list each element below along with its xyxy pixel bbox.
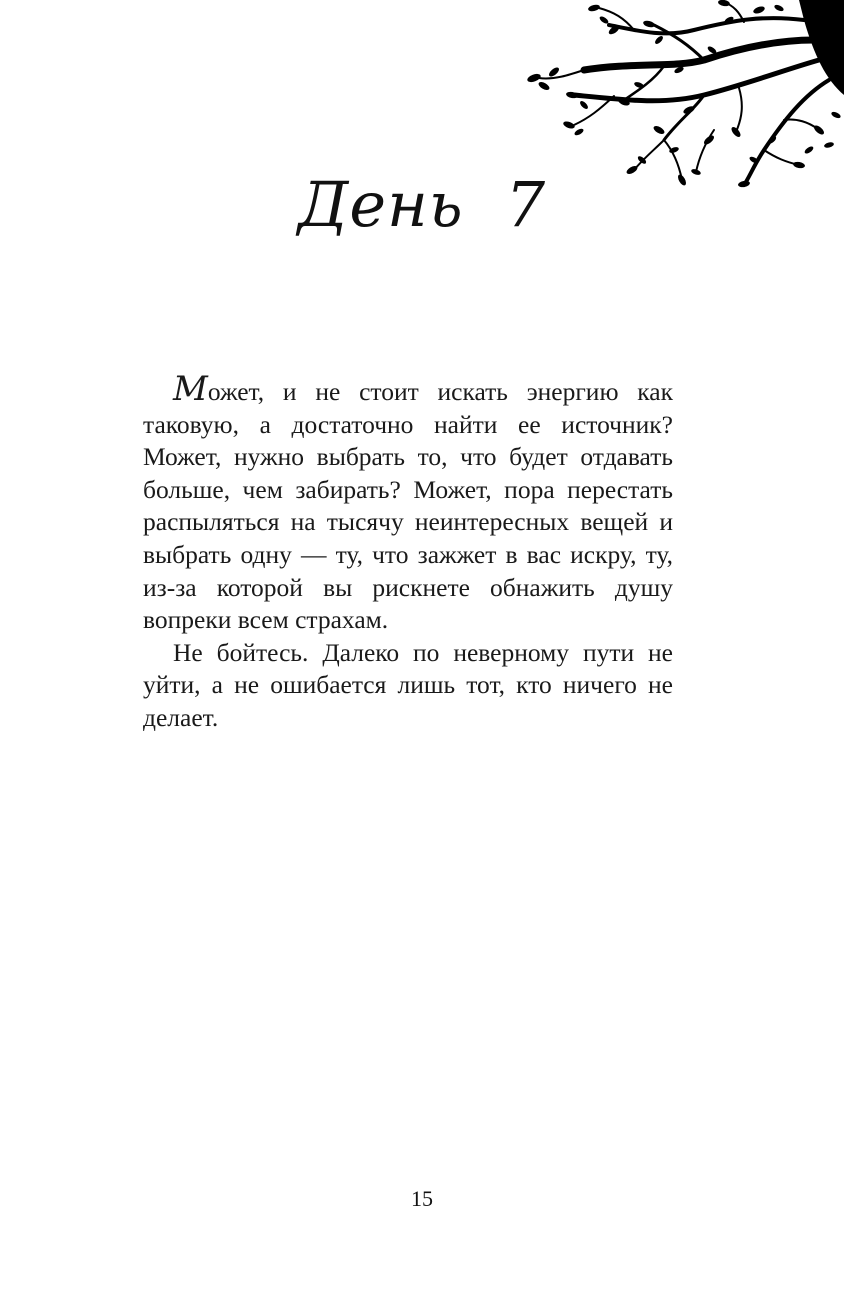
- chapter-number: 7: [505, 168, 547, 241]
- tree-branch-icon: [514, 0, 844, 190]
- body-text: [143, 369, 673, 735]
- chapter-title-word: День: [297, 168, 464, 241]
- drop-cap: М: [173, 369, 208, 409]
- page-number: 15: [411, 1186, 433, 1211]
- paragraph-text: ожет, и не стоит искать энергию как таковую, а достаточно найти ее источник? Может, нужно выбрать то, что будет отдавать больше, чем забирать? Может, пора перестать распыляться на тысячу неинтересных вещей и выбрать одну — ту, что зажжет в вас искру, ту, из-за которой вы рискнете обнажить душу вопреки всем страхам.: [143, 377, 673, 635]
- paragraph: [143, 369, 673, 637]
- chapter-title: [0, 168, 844, 241]
- paragraph: Не бойтесь. Далеко по неверному пути не уйти, а не ошибается лишь тот, кто ничего не делает.: [143, 637, 673, 732]
